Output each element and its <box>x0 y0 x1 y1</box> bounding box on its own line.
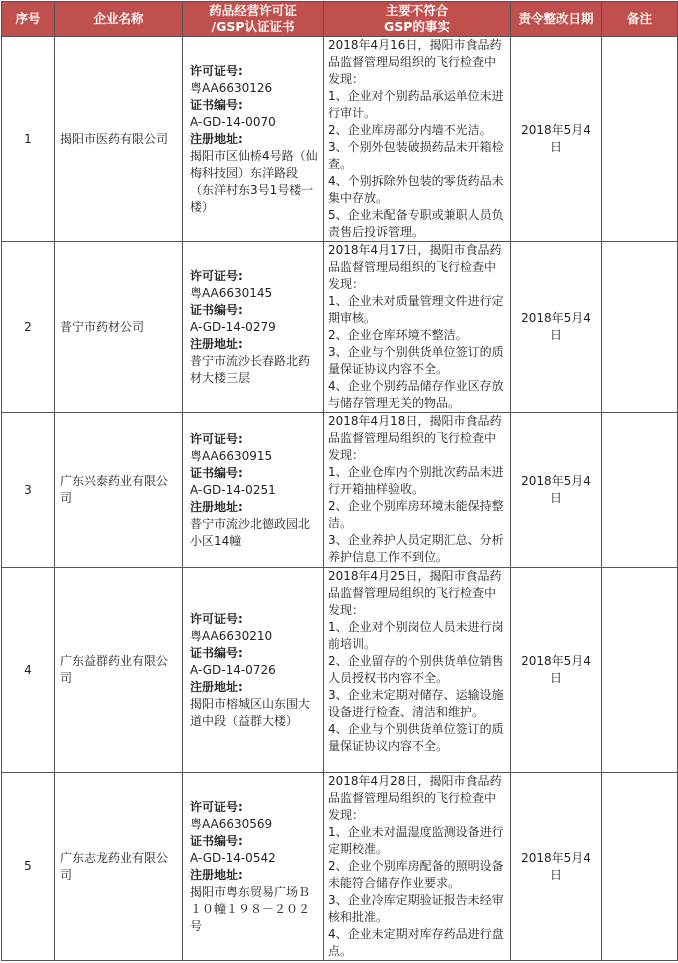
company-name: 普宁市药材公司 <box>55 242 183 413</box>
notice-table <box>1 1 678 961</box>
license-cert-cell <box>183 568 324 773</box>
license-no-label: 许可证号: <box>190 268 243 283</box>
remark-cell <box>602 413 678 568</box>
header-license-line1: 药品经营许可证 <box>209 3 297 18</box>
row-seq: 4 <box>2 568 55 773</box>
license-no-value: 粤AA6630126 <box>190 80 273 95</box>
fact-line: 3、企业养护人员定期汇总、分析养护信息工作不到位。 <box>328 533 504 564</box>
cert-no-label: 证书编号: <box>190 97 243 112</box>
fact-line: 2018年4月17日，揭阳市食品药品监督管理局组织的飞行检查中发现： <box>328 243 502 291</box>
fact-line: 2、企业个别库房环境未能保持整洁。 <box>328 499 504 530</box>
fact-line: 2、企业留存的个别供货单位销售人员授权书内容不全。 <box>328 654 504 685</box>
fact-line: 4、企业与个别供货单位签订的质量保证协议内容不全。 <box>328 722 504 753</box>
header-deadline: 责令整改日期 <box>511 2 602 37</box>
cert-no-label: 证书编号: <box>190 833 243 848</box>
remark-cell <box>602 773 678 961</box>
rectification-deadline: 2018年5月4日 <box>511 773 602 961</box>
address-label: 注册地址: <box>190 131 243 146</box>
header-facts-line1: 主要不符合 <box>385 3 449 18</box>
license-cert-cell <box>183 773 324 961</box>
fact-line: 2018年4月25日，揭阳市食品药品监督管理局组织的飞行检查中发现： <box>328 569 502 617</box>
table-row <box>2 413 678 568</box>
address-label: 注册地址: <box>190 499 243 514</box>
cert-no-value: A-GD-14-0070 <box>190 114 276 129</box>
license-cert-block <box>190 799 319 935</box>
fact-line: 2018年4月16日，揭阳市食品药品监督管理局组织的飞行检查中发现： <box>328 38 502 86</box>
address-value: 揭阳市粤东贸易广场Ｂ１０幢１９８－２０２号 <box>190 884 311 933</box>
header-remark: 备注 <box>602 2 678 37</box>
fact-line: 4、企业个别药品储存作业区存放与储存管理无关的物品。 <box>328 379 504 410</box>
violation-facts <box>324 773 511 961</box>
license-cert-cell <box>183 37 324 242</box>
address-label: 注册地址: <box>190 336 243 351</box>
fact-line: 5、企业未配备专职或兼职人员负责售后投诉管理。 <box>328 208 504 239</box>
license-no-label: 许可证号: <box>190 63 243 78</box>
cert-no-value: A-GD-14-0279 <box>190 319 276 334</box>
address-label: 注册地址: <box>190 679 243 694</box>
license-no-label: 许可证号: <box>190 431 243 446</box>
row-seq: 2 <box>2 242 55 413</box>
fact-line: 1、企业对个别岗位人员未进行岗前培训。 <box>328 620 504 651</box>
fact-line: 3、企业未定期对储存、运输设施设备进行检查、清洁和维护。 <box>328 688 504 719</box>
header-facts <box>324 2 511 37</box>
header-license <box>183 2 324 37</box>
fact-line: 3、企业冷库定期验证报告未经审核和批准。 <box>328 893 504 924</box>
fact-line: 3、个别外包装破损药品未开箱检查。 <box>328 140 504 171</box>
address-value: 普宁市流沙长春路北药材大楼三层 <box>190 353 311 385</box>
license-cert-cell <box>183 242 324 413</box>
fact-line: 1、企业未对温湿度监测设备进行定期校准。 <box>328 825 504 856</box>
violation-facts <box>324 568 511 773</box>
license-no-value: 粤AA6630569 <box>190 816 273 831</box>
remark-cell <box>602 568 678 773</box>
fact-line: 2、企业个别库房配备的照明设备未能符合储存作业要求。 <box>328 859 504 890</box>
address-value: 揭阳市榕城区山东围大道中段（益群大楼） <box>190 696 311 728</box>
header-facts-line2: GSP的事实 <box>384 19 450 34</box>
company-name: 揭阳市医药有限公司 <box>55 37 183 242</box>
violation-facts <box>324 413 511 568</box>
cert-no-value: A-GD-14-0542 <box>190 850 276 865</box>
rectification-deadline: 2018年5月4日 <box>511 568 602 773</box>
cert-no-value: A-GD-14-0726 <box>190 662 276 677</box>
license-cert-block <box>190 611 319 730</box>
fact-line: 1、企业对个别药品承运单位未进行审计。 <box>328 89 504 120</box>
violation-facts <box>324 37 511 242</box>
fact-line: 1、企业未对质量管理文件进行定期审核。 <box>328 294 504 325</box>
fact-line: 1、企业仓库内个别批次药品未进行开箱抽样验收。 <box>328 465 504 496</box>
row-seq: 5 <box>2 773 55 961</box>
rectification-deadline: 2018年5月4日 <box>511 37 602 242</box>
license-cert-block <box>190 63 319 216</box>
header-seq: 序号 <box>2 2 55 37</box>
header-row <box>2 2 678 37</box>
fact-line: 3、企业与个别供货单位签订的质量保证协议内容不全。 <box>328 345 504 376</box>
fact-line: 2、企业库房部分内墙不光洁。 <box>328 123 492 137</box>
cert-no-label: 证书编号: <box>190 645 243 660</box>
address-value: 揭阳市区仙桥4号路（仙梅科技园）东洋路段（东洋村东3号1号楼一楼） <box>190 148 318 214</box>
violation-facts <box>324 242 511 413</box>
license-cert-cell <box>183 413 324 568</box>
license-no-label: 许可证号: <box>190 799 243 814</box>
company-name: 广东益群药业有限公司 <box>55 568 183 773</box>
table-row <box>2 37 678 242</box>
remark-cell <box>602 242 678 413</box>
fact-line: 2018年4月28日，揭阳市食品药品监督管理局组织的飞行检查中发现： <box>328 774 502 822</box>
license-cert-block <box>190 431 319 550</box>
license-no-value: 粤AA6630145 <box>190 285 273 300</box>
license-no-label: 许可证号: <box>190 611 243 626</box>
address-value: 普宁市流沙北德政园北小区14幢 <box>190 516 311 548</box>
company-name: 广东兴泰药业有限公司 <box>55 413 183 568</box>
license-cert-block <box>190 268 319 387</box>
row-seq: 3 <box>2 413 55 568</box>
table-row <box>2 242 678 413</box>
row-seq: 1 <box>2 37 55 242</box>
address-label: 注册地址: <box>190 867 243 882</box>
cert-no-label: 证书编号: <box>190 465 243 480</box>
fact-line: 4、个别拆除外包装的零货药品未集中存放。 <box>328 174 504 205</box>
remark-cell <box>602 37 678 242</box>
header-license-line2: /GSP认证证书 <box>211 19 295 34</box>
fact-line: 2018年4月18日，揭阳市食品药品监督管理局组织的飞行检查中发现： <box>328 414 502 462</box>
header-company: 企业名称 <box>55 2 183 37</box>
license-no-value: 粤AA6630915 <box>190 448 273 463</box>
fact-line: 2、企业仓库环境不整洁。 <box>328 328 468 342</box>
license-no-value: 粤AA6630210 <box>190 628 273 643</box>
rectification-deadline: 2018年5月4日 <box>511 242 602 413</box>
table-row <box>2 568 678 773</box>
cert-no-label: 证书编号: <box>190 302 243 317</box>
fact-line: 4、企业未定期对库存药品进行盘点。 <box>328 927 504 958</box>
table-row <box>2 773 678 961</box>
rectification-deadline: 2018年5月4日 <box>511 413 602 568</box>
cert-no-value: A-GD-14-0251 <box>190 482 276 497</box>
company-name: 广东志龙药业有限公司 <box>55 773 183 961</box>
